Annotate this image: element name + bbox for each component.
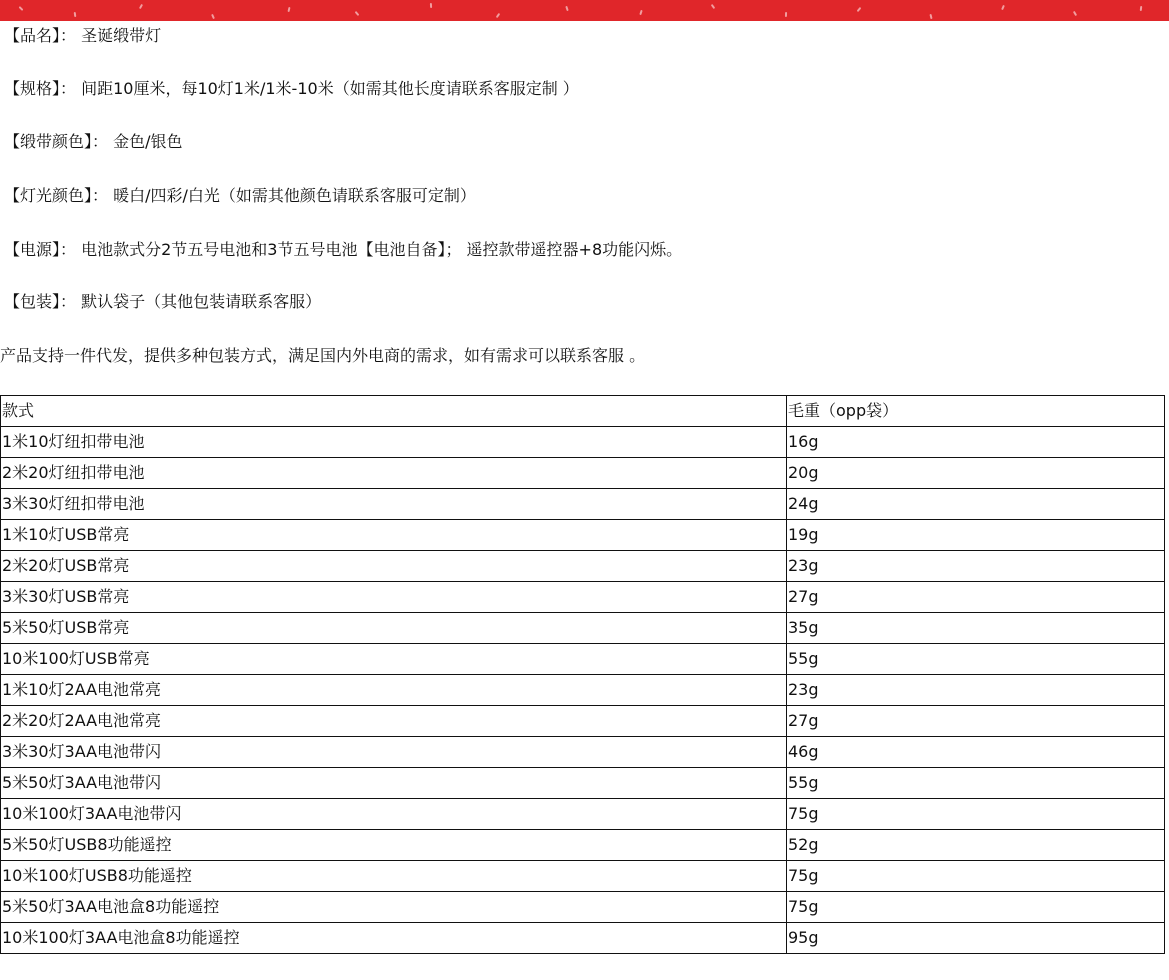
cell-style: 2米20灯2AA电池常亮 [1, 706, 787, 737]
cell-style: 2米20灯纽扣带电池 [1, 458, 787, 489]
cell-weight: 23g [787, 551, 1165, 582]
banner-speck [496, 13, 500, 18]
cell-style: 1米10灯USB常亮 [1, 520, 787, 551]
cell-style: 1米10灯纽扣带电池 [1, 427, 787, 458]
spec-ribbon-color: 【缎带颜色】： 金色/银色 [4, 132, 183, 151]
table-row [1, 458, 1165, 489]
spec-light-color: 【灯光颜色】： 暖白/四彩/白光（如需其他颜色请联系客服可定制） [4, 186, 476, 205]
banner-speck [287, 7, 290, 12]
product-intro: 产品支持一件代发，提供多种包装方式，满足国内外电商的需求，如有需求可以联系客服 。 [0, 346, 646, 365]
table-row [1, 706, 1165, 737]
cell-style: 10米100灯3AA电池盒8功能遥控 [1, 923, 787, 954]
cell-weight: 16g [787, 427, 1165, 458]
spec-package: 【包装】： 默认袋子（其他包装请联系客服） [4, 292, 322, 311]
cell-style: 3米30灯USB常亮 [1, 582, 787, 613]
banner-speck [355, 11, 360, 16]
cell-weight: 52g [787, 830, 1165, 861]
cell-weight: 20g [787, 458, 1165, 489]
cell-style: 3米30灯3AA电池带闪 [1, 737, 787, 768]
table-row [1, 892, 1165, 923]
table-row [1, 768, 1165, 799]
banner-speck [1140, 6, 1143, 11]
table-row [1, 644, 1165, 675]
cell-weight: 75g [787, 892, 1165, 923]
cell-weight: 75g [787, 861, 1165, 892]
table-row [1, 551, 1165, 582]
table-row [1, 427, 1165, 458]
table-row [1, 830, 1165, 861]
cell-style: 5米50灯USB常亮 [1, 613, 787, 644]
header-gross-weight: 毛重（opp袋） [787, 396, 1165, 427]
banner-speck [1001, 5, 1005, 10]
banner-speck [211, 14, 215, 19]
table-row [1, 923, 1165, 954]
cell-style: 3米30灯纽扣带电池 [1, 489, 787, 520]
cell-style: 1米10灯2AA电池常亮 [1, 675, 787, 706]
banner-speck [74, 12, 77, 17]
cell-weight: 24g [787, 489, 1165, 520]
top-banner [0, 0, 1169, 21]
banner-speck [19, 6, 24, 11]
cell-weight: 75g [787, 799, 1165, 830]
cell-weight: 27g [787, 706, 1165, 737]
table-row [1, 582, 1165, 613]
table-row [1, 799, 1165, 830]
banner-speck [785, 12, 787, 17]
banner-speck [857, 7, 862, 12]
cell-weight: 27g [787, 582, 1165, 613]
cell-weight: 46g [787, 737, 1165, 768]
table-row [1, 613, 1165, 644]
cell-weight: 55g [787, 644, 1165, 675]
cell-style: 5米50灯3AA电池盒8功能遥控 [1, 892, 787, 923]
banner-speck [639, 10, 642, 15]
product-weight-table [0, 395, 1165, 954]
banner-speck [565, 6, 569, 11]
table-body [1, 427, 1165, 954]
cell-weight: 55g [787, 768, 1165, 799]
cell-weight: 19g [787, 520, 1165, 551]
spec-power: 【电源】： 电池款式分2节五号电池和3节五号电池【电池自备】； 遥控款带遥控器+8功能闪烁。 [4, 240, 683, 259]
cell-style: 10米100灯3AA电池带闪 [1, 799, 787, 830]
cell-weight: 35g [787, 613, 1165, 644]
table-row [1, 675, 1165, 706]
banner-speck [929, 14, 932, 19]
table-row [1, 737, 1165, 768]
table-row [1, 861, 1165, 892]
banner-speck [711, 4, 716, 9]
cell-style: 10米100灯USB常亮 [1, 644, 787, 675]
cell-weight: 95g [787, 923, 1165, 954]
table-row [1, 520, 1165, 551]
cell-style: 5米50灯3AA电池带闪 [1, 768, 787, 799]
banner-speck [139, 4, 143, 9]
cell-style: 10米100灯USB8功能遥控 [1, 861, 787, 892]
cell-style: 5米50灯USB8功能遥控 [1, 830, 787, 861]
header-style: 款式 [1, 396, 787, 427]
table-row [1, 489, 1165, 520]
banner-speck [1073, 11, 1077, 16]
table-header-row [1, 396, 1165, 427]
cell-weight: 23g [787, 675, 1165, 706]
spec-size: 【规格】： 间距10厘米，每10灯1米/1米-10米（如需其他长度请联系客服定制 ） [4, 79, 579, 98]
spec-product-name: 【品名】： 圣诞缎带灯 [4, 26, 162, 45]
cell-style: 2米20灯USB常亮 [1, 551, 787, 582]
banner-speck [430, 3, 432, 8]
